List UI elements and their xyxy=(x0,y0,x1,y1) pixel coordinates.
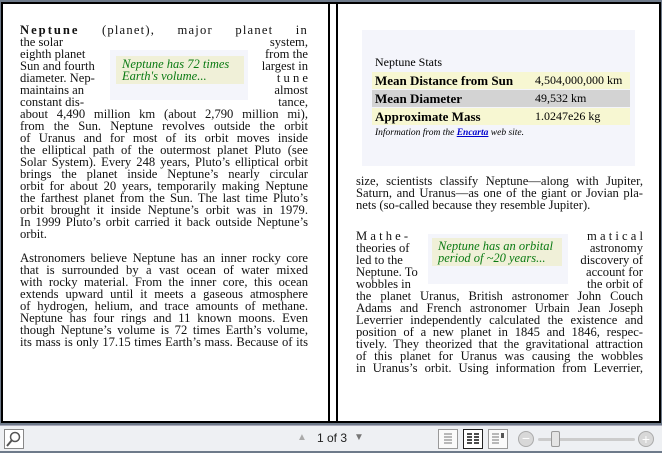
text-fragment: tively. They theorized that the gravitational attraction xyxy=(356,337,643,351)
text-fragment: Solar System). Every 248 years, Pluto’s elliptical orbit xyxy=(20,155,308,169)
text-fragment: m a t i c a l xyxy=(587,229,643,243)
stats-label: Mean Distance from Sun xyxy=(375,73,514,88)
pull-quote-text: Neptune has an orbital period of ~20 years... xyxy=(432,238,562,266)
text-fragment: constant dis- xyxy=(20,95,85,109)
pull-quote-left xyxy=(110,50,248,100)
text-fragment: from the xyxy=(264,47,308,61)
text-fragment: largest in xyxy=(261,59,308,73)
text-fragment: maintains an xyxy=(20,83,85,97)
zoom-slider-thumb[interactable] xyxy=(551,431,560,447)
text-fragment: its mass is only 17.15 times Earth’s mass. Because of its xyxy=(20,335,308,349)
text-fragment: Neptune has four rings and 11 known moons. Even xyxy=(20,311,308,325)
text-fragment: of hydrogen, helium, and trace amounts of methane. xyxy=(20,299,308,313)
stats-title: Neptune Stats xyxy=(375,55,442,69)
reader-toolbar xyxy=(0,425,662,451)
text-fragment: wobbles in xyxy=(356,277,411,291)
text-fragment: theories of xyxy=(356,241,410,255)
text-fragment: from the Sun. Neptune revolves outside the orbit xyxy=(20,119,308,133)
previous-page-icon[interactable]: ▲ xyxy=(297,432,307,443)
stats-row xyxy=(372,72,630,89)
text-fragment: Astronomers believe Neptune has an inner rocky core xyxy=(20,251,308,265)
pull-quote-text: Neptune has 72 times Earth's volume... xyxy=(116,56,244,84)
stats-row xyxy=(372,90,630,107)
text-fragment: tance, xyxy=(278,95,308,109)
text-line xyxy=(356,199,643,211)
page-indicator: 1 of 3 xyxy=(317,431,348,445)
text-fragment: with rocky material. From the inner core, this ocean xyxy=(20,275,308,289)
text-fragment: that is surrounded by a vast ocean of water mixed xyxy=(20,263,308,277)
text-line xyxy=(356,362,643,374)
text-fragment: in Uranus’s orbit. Using information from Leverrier, xyxy=(356,361,643,375)
text-fragment: astronomy xyxy=(589,241,643,255)
stats-value: 1.0247e26 kg xyxy=(535,109,601,123)
text-line xyxy=(20,24,308,36)
text-fragment: the planet Uranus, British astronomer John Couch xyxy=(356,289,643,303)
stats-label: Approximate Mass xyxy=(375,109,481,124)
text-fragment: the solar xyxy=(20,35,64,49)
next-page-icon[interactable]: ▼ xyxy=(354,432,364,443)
text-fragment: the farthest planet from the Sun. The last time Pluto’s xyxy=(20,191,308,205)
text-fragment: orbit brought it inside Neptune’s orbit was in 1979. xyxy=(20,203,308,217)
text-fragment: In 1999 Pluto’s orbit carried it back outside Neptune’s xyxy=(20,215,308,229)
text-fragment: of Uranus and for most of its orbit moves inside xyxy=(20,131,308,145)
text-fragment: system, xyxy=(269,35,308,49)
search-icon[interactable] xyxy=(4,429,24,449)
two-page-view-icon[interactable] xyxy=(463,429,483,449)
stats-box xyxy=(362,30,635,166)
text-line xyxy=(20,228,308,240)
stats-label: Mean Diameter xyxy=(375,91,462,106)
text-fragment: brings the planet inside Neptune’s nearly circular xyxy=(20,167,308,181)
encarta-link[interactable]: Encarta xyxy=(456,128,489,138)
stats-value: 4,504,000,000 km xyxy=(535,73,623,87)
text-fragment: extends upward until it meets a gaseous atmosphere xyxy=(20,287,308,301)
text-fragment: Leverrier independently calculated the existence and xyxy=(356,313,643,327)
zoom-out-icon[interactable]: − xyxy=(518,431,534,447)
text-fragment: though Neptune’s volume is 72 times Earth’s volume, xyxy=(20,323,308,337)
text-fragment: orbit for about 20 years, temporarily making Neptune xyxy=(20,179,308,193)
text-fragment: discovery of xyxy=(580,253,643,267)
text-fragment: led to the xyxy=(356,253,403,267)
text-fragment: t u n e xyxy=(276,71,308,85)
text-fragment: of this planet for Uranus was causing the wobbles xyxy=(356,349,643,363)
stats-caption xyxy=(375,128,524,138)
text-line xyxy=(20,336,308,348)
text-fragment: Saturn, and Uranus—as one of the giant or Jovian pla- xyxy=(356,186,643,200)
text-fragment: size, scientists classify Neptune—along with Jupiter, xyxy=(356,174,643,188)
text-fragment: nets (so-called because they resemble Jupiter). xyxy=(356,198,591,212)
scroll-view-icon[interactable] xyxy=(488,429,508,449)
text-fragment: account for xyxy=(586,265,643,279)
text-fragment: the orbit of xyxy=(587,277,643,291)
text-fragment: Adams and French astronomer Urbain Jean Joseph xyxy=(356,301,643,315)
stats-value: 49,532 km xyxy=(535,91,587,105)
caption-text: web site. xyxy=(488,128,525,138)
article-title-word: Neptune xyxy=(20,23,80,37)
text-fragment: almost xyxy=(274,83,308,97)
text-fragment: orbit. xyxy=(20,227,47,241)
text-fragment: position of a new planet in 1845 and 1846, respec- xyxy=(356,325,643,339)
text-fragment: Neptune. To xyxy=(356,265,418,279)
text-fragment: M a t h e - xyxy=(356,229,409,243)
zoom-in-icon[interactable]: + xyxy=(638,431,654,447)
text-fragment: eighth planet xyxy=(20,47,86,61)
text-fragment: Sun and fourth xyxy=(20,59,95,73)
text-fragment: the elliptical path of the outermost planet Pluto (see xyxy=(20,143,308,157)
text-fragment: about 4,490 million km (about 2,790 million mi), xyxy=(20,107,308,121)
text-fragment: diameter. Nep- xyxy=(20,71,95,85)
caption-text: Information from the xyxy=(375,128,457,138)
stats-row xyxy=(372,108,630,125)
text-fragment: (planet), major planet in xyxy=(101,23,308,37)
single-page-view-icon[interactable] xyxy=(438,429,458,449)
right-page-text-1 xyxy=(356,175,643,211)
text-line xyxy=(20,216,308,228)
pull-quote-right xyxy=(428,234,568,284)
